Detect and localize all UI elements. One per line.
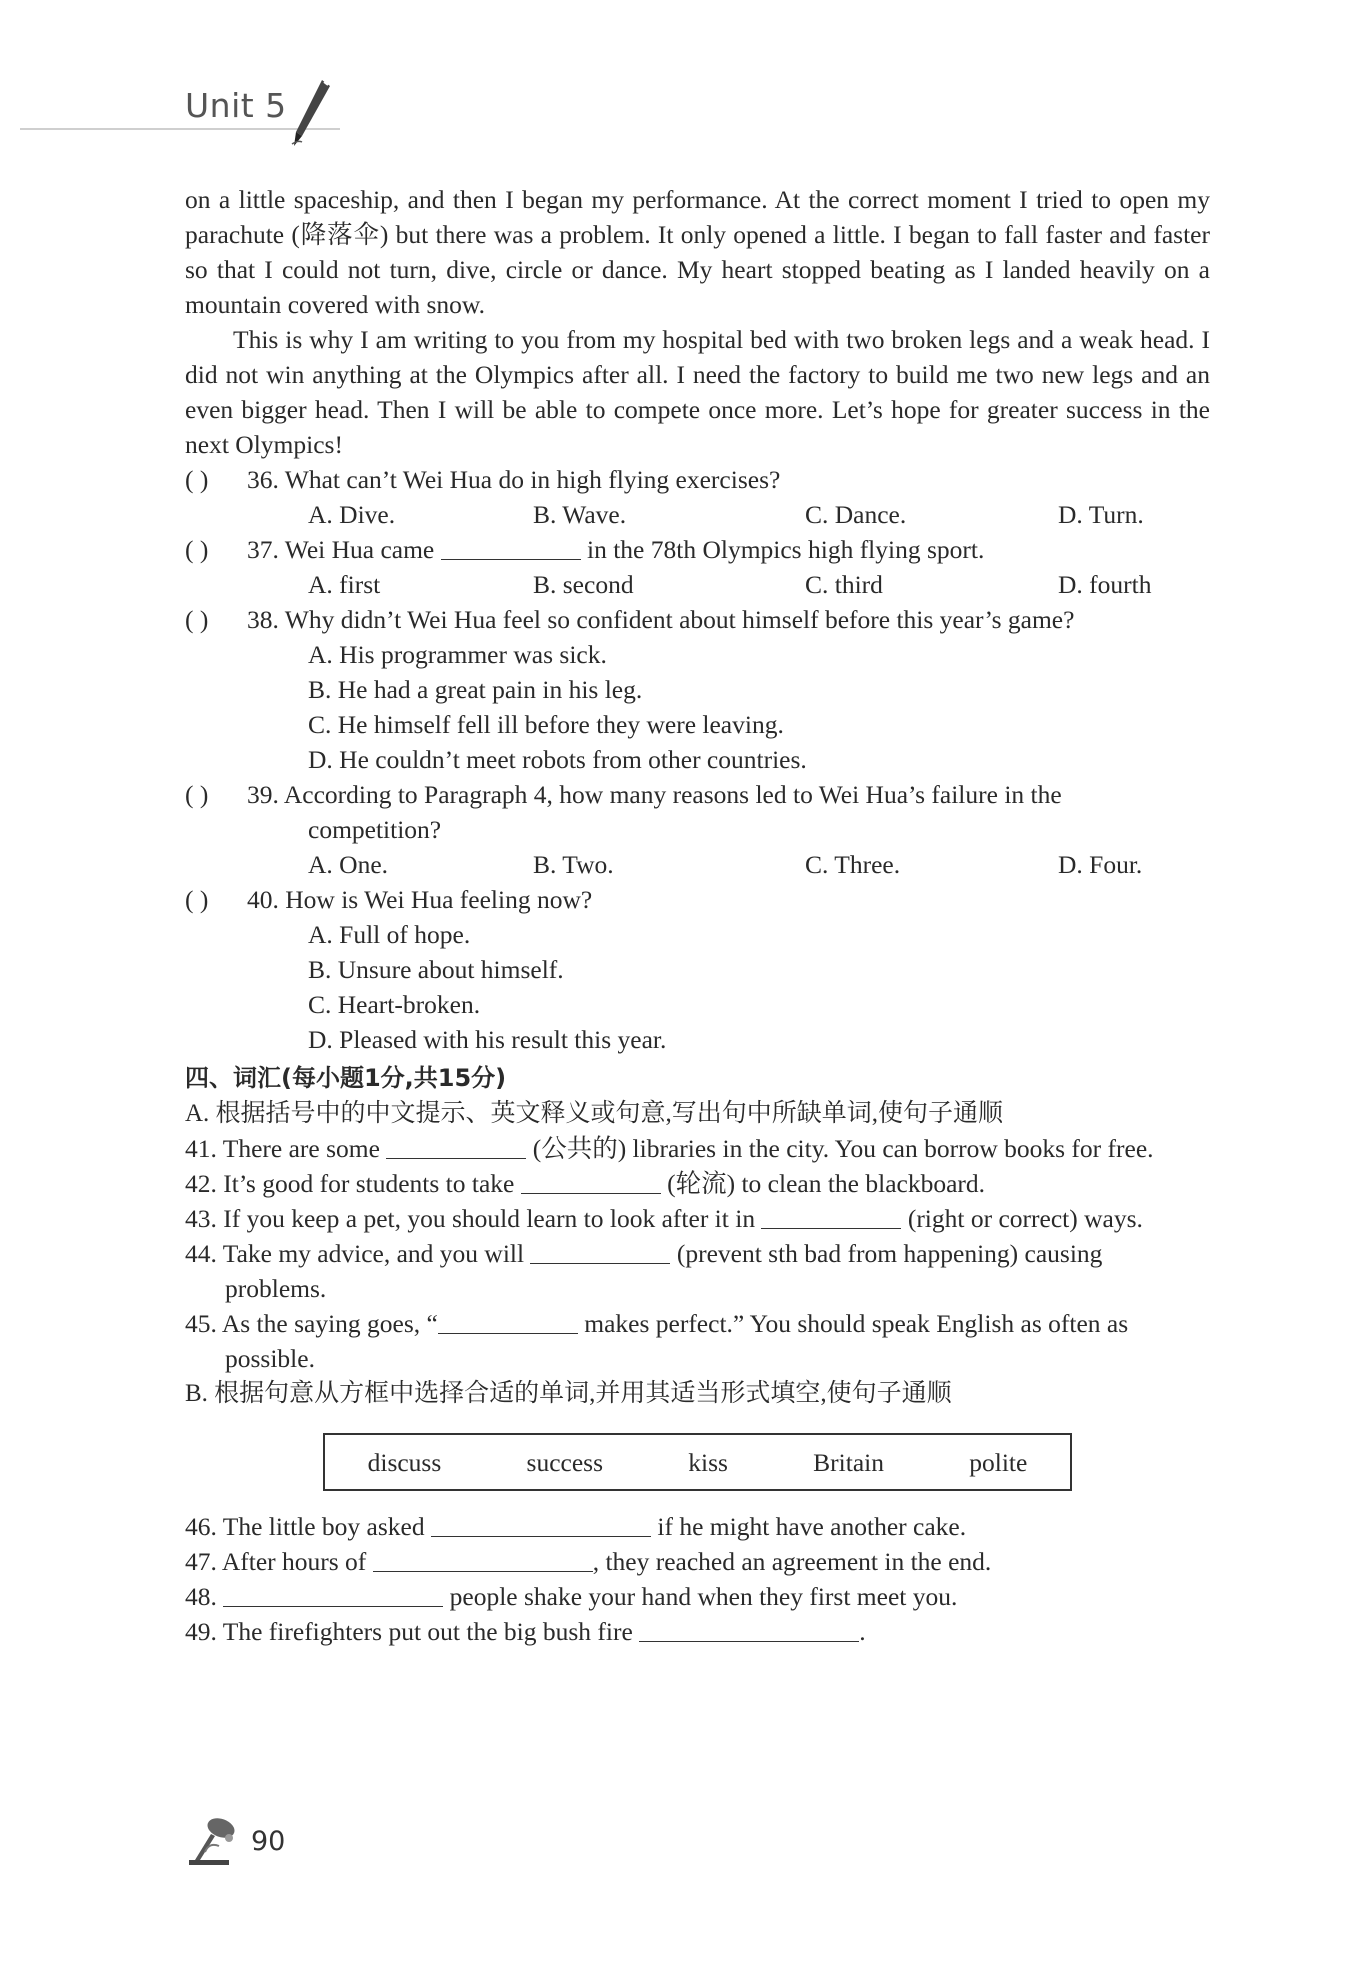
answer-bracket[interactable]: ( ) xyxy=(185,885,209,914)
option: D. fourth xyxy=(1058,570,1152,599)
option: A. first xyxy=(308,570,381,599)
options-row xyxy=(185,497,1210,532)
answer-blank[interactable] xyxy=(530,1239,670,1264)
option: B. Two. xyxy=(533,850,614,879)
question-40 xyxy=(185,882,1210,1057)
item-text: , they reached an agreement in the end. xyxy=(592,1547,992,1576)
answer-bracket[interactable]: ( ) xyxy=(185,605,209,634)
item-text: people shake your hand when they first meet you. xyxy=(449,1582,958,1611)
unit-title: Unit 5 xyxy=(185,86,287,125)
option: B. Wave. xyxy=(533,500,627,529)
option: D. He couldn’t meet robots from other countries. xyxy=(308,745,807,774)
fill-item-48 xyxy=(185,1579,1210,1614)
option: C. third xyxy=(805,570,883,599)
item-text: 43. If you keep a pet, you should learn to look after it in xyxy=(185,1204,756,1233)
answer-blank[interactable] xyxy=(521,1169,661,1194)
passage-paragraph: This is why I am writing to you from my hospital bed with two broken legs and a weak head. I did not win anything at the Olympics after all. I need the factory to build me two new legs and an even bigger head. Then I will be able to compete once more. Let’s hope for greater success in the next Olympics! xyxy=(185,325,1210,459)
option: C. He himself fell ill before they were leaving. xyxy=(308,710,784,739)
word-choice: discuss xyxy=(367,1447,442,1477)
word-choice: polite xyxy=(969,1447,1028,1477)
answer-bracket[interactable]: ( ) xyxy=(185,535,209,564)
fill-item-41 xyxy=(185,1131,1210,1166)
word-choice: Britain xyxy=(813,1447,884,1477)
option: A. Full of hope. xyxy=(308,920,471,949)
part-b-instruction: B. 根据句意从方框中选择合适的单词,并用其适当形式填空,使句子通顺 xyxy=(185,1380,952,1407)
question-39 xyxy=(185,777,1210,882)
option: D. Turn. xyxy=(1058,500,1144,529)
question-36 xyxy=(185,462,1210,532)
option: C. Three. xyxy=(805,850,901,879)
item-text: makes perfect.” You should speak English as often as possible. xyxy=(225,1309,1129,1373)
option: A. His programmer was sick. xyxy=(308,640,607,669)
fill-item-43 xyxy=(185,1201,1210,1236)
word-choice: success xyxy=(526,1447,604,1477)
option: B. He had a great pain in his leg. xyxy=(308,675,643,704)
question-38 xyxy=(185,602,1210,777)
item-text: 45. As the saying goes, “ xyxy=(185,1309,438,1338)
fill-item-47 xyxy=(185,1544,1210,1579)
item-text: . xyxy=(859,1617,866,1646)
item-text: 42. It’s good for students to take xyxy=(185,1169,515,1198)
answer-blank[interactable] xyxy=(639,1617,859,1642)
item-text: (公共的) libraries in the city. You can borrow books for free. xyxy=(532,1134,1154,1163)
option: C. Heart-broken. xyxy=(308,990,481,1019)
pen-icon xyxy=(288,78,334,148)
item-text: (轮流) to clean the blackboard. xyxy=(667,1169,986,1198)
page-footer xyxy=(185,1812,305,1872)
stem-part: in the 78th Olympics high flying sport. xyxy=(587,535,985,564)
question-stem: 38. Why didn’t Wei Hua feel so confident about himself before this year’s game? xyxy=(247,605,1075,634)
question-stem: 40. How is Wei Hua feeling now? xyxy=(247,885,593,914)
item-text: 46. The little boy asked xyxy=(185,1512,425,1541)
answer-blank[interactable] xyxy=(438,1309,578,1334)
option: C. Dance. xyxy=(805,500,907,529)
item-text: (right or correct) ways. xyxy=(907,1204,1143,1233)
answer-bracket[interactable]: ( ) xyxy=(185,465,209,494)
fill-item-42 xyxy=(185,1166,1210,1201)
lamp-icon xyxy=(185,1812,243,1868)
word-choice: kiss xyxy=(688,1447,728,1477)
content xyxy=(185,182,1210,1649)
part-a-instruction: A. 根据括号中的中文提示、英文释义或句意,写出句中所缺单词,使句子通顺 xyxy=(185,1100,1004,1127)
question-37 xyxy=(185,532,1210,602)
item-text: 44. Take my advice, and you will xyxy=(185,1239,525,1268)
question-stem-continued: competition? xyxy=(308,815,442,844)
option: B. second xyxy=(533,570,634,599)
answer-blank[interactable] xyxy=(223,1582,443,1607)
option: D. Four. xyxy=(1058,850,1143,879)
answer-blank[interactable] xyxy=(431,1512,651,1537)
item-text: if he might have another cake. xyxy=(657,1512,967,1541)
answer-blank[interactable] xyxy=(386,1134,526,1159)
question-stem: 39. According to Paragraph 4, how many reasons led to Wei Hua’s failure in the xyxy=(247,780,1062,809)
options-row xyxy=(185,847,1210,882)
option: A. Dive. xyxy=(308,500,396,529)
fill-item-49 xyxy=(185,1614,1210,1649)
answer-blank[interactable] xyxy=(441,535,581,560)
item-text: (prevent sth bad from happening) causing problems. xyxy=(225,1239,1103,1303)
fill-item-44 xyxy=(185,1236,1210,1306)
item-text: 41. There are some xyxy=(185,1134,380,1163)
question-stem xyxy=(185,532,1210,567)
section-title: 四、词汇(每小题1分,共15分) xyxy=(185,1064,507,1092)
answer-bracket[interactable]: ( ) xyxy=(185,780,209,809)
answer-blank[interactable] xyxy=(373,1547,593,1572)
fill-item-45 xyxy=(185,1306,1210,1376)
passage-paragraph: on a little spaceship, and then I began my performance. At the correct moment I tried to open my parachute (降落伞) but there was a problem. It only opened a little. I began to fall faster and faster so that I could not turn, dive, circle or dance. My heart stopped beating as I landed heavily on a mountain covered with snow. xyxy=(185,185,1210,319)
item-text: 48. xyxy=(185,1582,217,1611)
option: D. Pleased with his result this year. xyxy=(308,1025,667,1054)
option: A. One. xyxy=(308,850,389,879)
option: B. Unsure about himself. xyxy=(308,955,564,984)
fill-item-46 xyxy=(185,1509,1210,1544)
page-number: 90 xyxy=(251,1826,286,1857)
stem-part: 37. Wei Hua came xyxy=(247,535,435,564)
item-text: 47. After hours of xyxy=(185,1547,367,1576)
answer-blank[interactable] xyxy=(761,1204,901,1229)
question-stem: 36. What can’t Wei Hua do in high flying exercises? xyxy=(247,465,781,494)
options-row xyxy=(185,567,1210,602)
item-text: 49. The firefighters put out the big bush fire xyxy=(185,1617,633,1646)
word-box xyxy=(323,1433,1072,1491)
